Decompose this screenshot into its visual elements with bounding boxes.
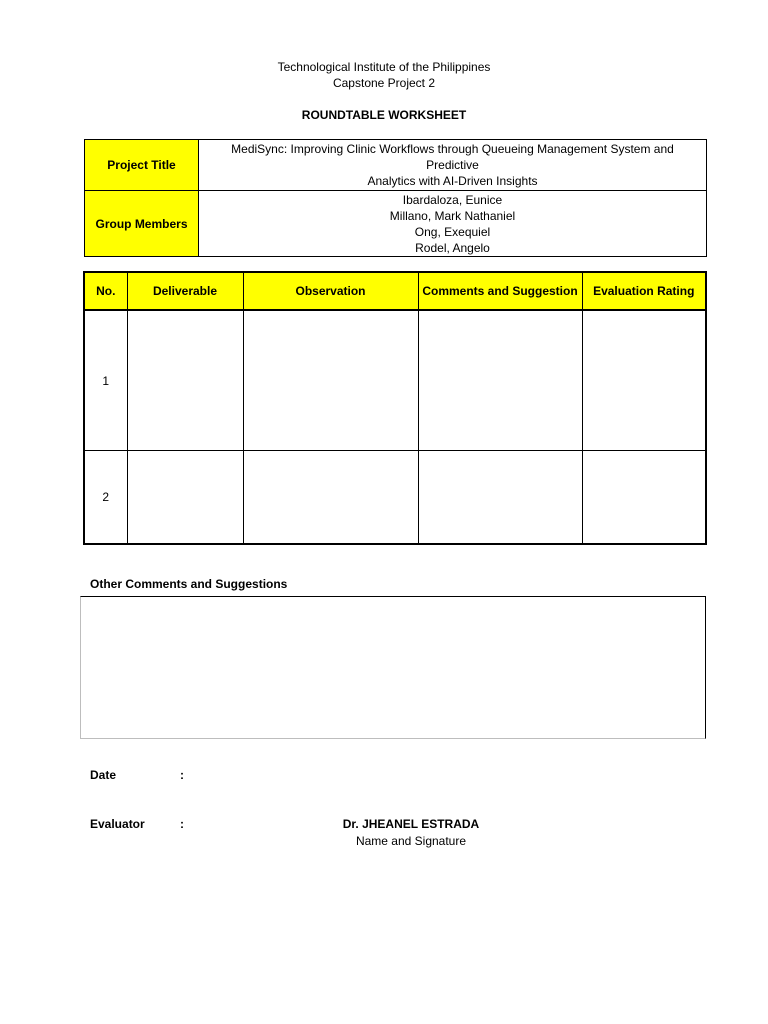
project-title-row (85, 140, 707, 191)
table-row (84, 310, 706, 451)
group-members-label: Group Members (85, 191, 199, 257)
column-header-rating: Evaluation Rating (582, 272, 706, 310)
member-name: Rodel, Angelo (415, 240, 490, 255)
comments-cell[interactable] (418, 451, 582, 545)
project-title-label: Project Title (85, 140, 199, 191)
project-title-line: Analytics with AI-Driven Insights (367, 174, 538, 188)
table-row (84, 451, 706, 545)
evaluator-name: Dr. JHEANEL ESTRADA (342, 817, 480, 831)
project-info-table (84, 139, 707, 257)
rating-cell[interactable] (582, 310, 706, 451)
column-header-comments: Comments and Suggestion (418, 272, 582, 310)
member-name: Millano, Mark Nathaniel (389, 208, 516, 223)
date-colon: : (180, 768, 184, 782)
evaluator-caption: Name and Signature (355, 834, 467, 848)
other-comments-label: Other Comments and Suggestions (90, 577, 288, 591)
observation-cell[interactable] (243, 310, 418, 451)
column-header-deliverable: Deliverable (127, 272, 243, 310)
page-title: ROUNDTABLE WORKSHEET (301, 108, 467, 122)
deliverables-table (83, 271, 707, 545)
table-header-row (84, 272, 706, 310)
deliverable-cell[interactable] (127, 310, 243, 451)
group-members-row (85, 191, 707, 257)
row-number: 1 (84, 310, 127, 451)
evaluator-colon: : (180, 817, 184, 831)
column-header-no: No. (84, 272, 127, 310)
evaluator-label: Evaluator (90, 817, 145, 831)
comments-cell[interactable] (418, 310, 582, 451)
member-name: Ong, Exequiel (414, 224, 491, 239)
date-label: Date (90, 768, 117, 782)
group-members-list (199, 191, 707, 257)
project-title-line: MediSync: Improving Clinic Workflows through Queueing Management System and Predictive (231, 142, 674, 172)
observation-cell[interactable] (243, 451, 418, 545)
institution-name: Technological Institute of the Philippines (277, 60, 491, 74)
other-comments-box[interactable] (80, 596, 706, 739)
project-title-value (199, 140, 707, 191)
deliverable-cell[interactable] (127, 451, 243, 545)
row-number: 2 (84, 451, 127, 545)
course-name: Capstone Project 2 (332, 76, 436, 90)
member-name: Ibardaloza, Eunice (402, 192, 503, 207)
column-header-observation: Observation (243, 272, 418, 310)
rating-cell[interactable] (582, 451, 706, 545)
